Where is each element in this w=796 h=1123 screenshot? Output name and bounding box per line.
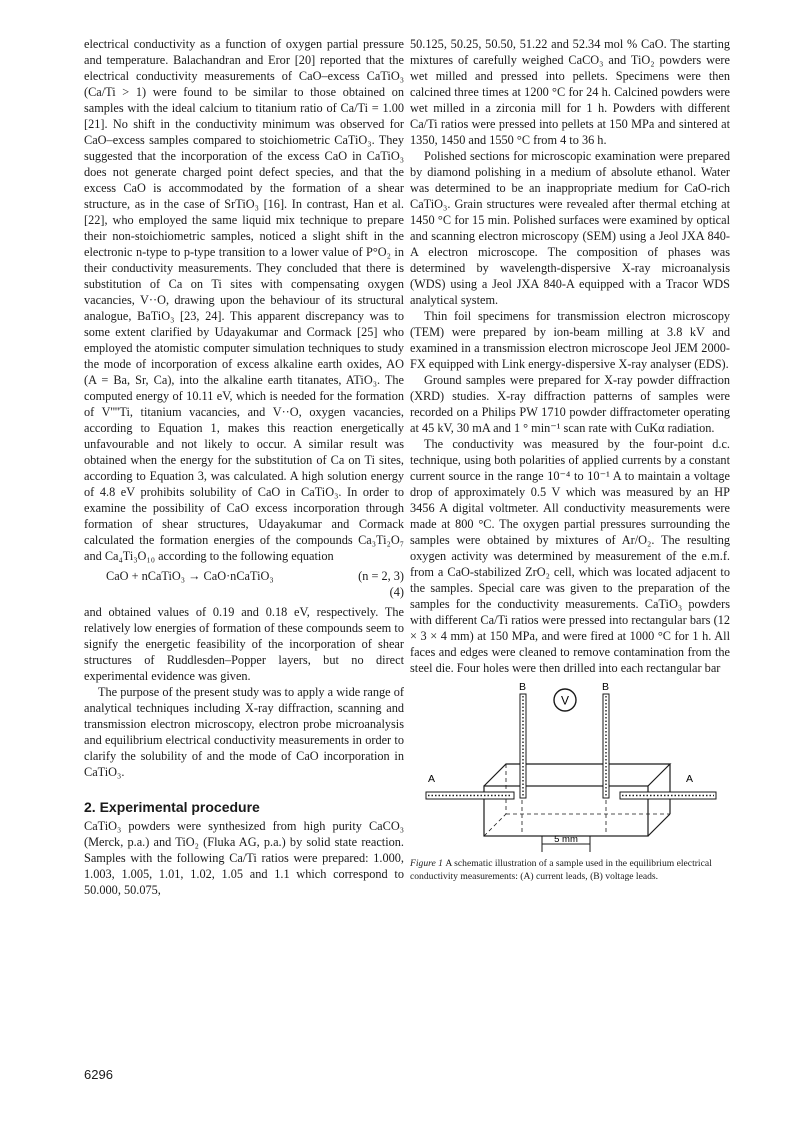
figure-caption xyxy=(410,858,730,883)
left-column xyxy=(84,36,404,898)
label-b-left: B xyxy=(519,682,527,693)
caption-label: Figure 1 xyxy=(410,858,443,869)
right-paragraph-1: 50.125, 50.25, 50.50, 51.22 and 52.34 mol % CaO. The starting mixtures of carefully weighed CaCO₃ and TiO₂ powders were wet milled and pressed into pellets. Specimens were then calcined three times at 1200 °C for 24 h. Calcined powders were wet milled in a zirconia mill for 1 h. Powders with different Ca/Ti ratios were pressed into pellets at 150 MPa and sintered at 1350, 1450 and 1550 °C from 4 to 36 h. xyxy=(410,37,730,147)
equation-condition: (n = 2, 3) xyxy=(358,569,404,583)
caption-text: A schematic illustration of a sample used in the equilibrium electrical conductivity measurements: (A) current leads, (B) voltage leads. xyxy=(410,858,712,882)
equation-number: (4) xyxy=(389,585,404,599)
page-number: 6296 xyxy=(84,1067,113,1082)
voltage-lead-right xyxy=(603,694,609,798)
equation-4 xyxy=(84,568,404,584)
left-paragraph-3: The purpose of the present study was to apply a wide range of analytical techniques including X-ray diffraction, scanning and transmission electron microscopy, electron probe microanalysis and equilibrium electrical conductivity measurements in order to clarify the solubility of and the mode of CaO incorporation in CaTiO₃. xyxy=(84,685,404,779)
sample-schematic xyxy=(410,682,730,854)
sample-bar xyxy=(484,764,670,836)
right-paragraph-5: The conductivity was measured by the four-point d.c. technique, using both polarities of applied currents by a constant current source in the range 10⁻⁴ to 10⁻¹ A to maintain a voltage drop of approximately 0.5 V which was measured by an HP 3456 A digital voltmeter. All conductivity measurements were made at 800 °C. The oxygen partial pressures surrounding the samples were obtained by mixtures of Ar/O₂. The resulting oxygen activity was determined by measurement of the e.m.f. from a CaO-stabilized ZrO₂ cell, which was located adjacent to the samples. Special care was given to the preparation of the samples for the conductivity measurements. CaTiO₃ powders with different Ca/Ti ratios were pressed into rectangular bars (12 × 3 × 4 mm) at 150 MPa, and were fired at 1000 °C for 1 h. All faces and edges were cleaned to remove contamination from the steel die. Four holes were then drilled into each rectangular bar xyxy=(410,437,730,675)
current-lead-left xyxy=(426,792,514,799)
equation-expression: CaO + nCaTiO₃ → CaO·nCaTiO₃ xyxy=(106,569,274,583)
section-heading: 2. Experimental procedure xyxy=(84,799,260,815)
right-paragraph-3: Thin foil specimens for transmission electron microscopy (TEM) were prepared by ion-beam milling at 3.8 kV and examined in a transmission electron microscope Jeol JEM 2000-FX equipped with Link energy-dispersive X-ray analyser (EDS). xyxy=(410,309,730,371)
scale-label: 5 mm xyxy=(554,834,578,845)
voltage-lead-left xyxy=(520,694,526,798)
left-paragraph-4: CaTiO₃ powders were synthesized from high purity CaCO₃ (Merck, p.a.) and TiO₂ (Fluka AG, p.a.) by solid state reaction. Samples with the following Ca/Ti ratios were prepared: 1.000, 1.003, 1.005, 1.01, 1.02, 1.05 and 1.1 which correspond to 50.000, 50.075, xyxy=(84,819,404,897)
current-lead-right xyxy=(620,792,716,799)
left-paragraph-2: and obtained values of 0.19 and 0.18 eV, respectively. The relatively low energies of formation of these compounds seem to signify the energetic feasibility of the incorporation of shear structures of Ruddlesden–Popper layers, but no direct experimental evidence was given. xyxy=(84,605,404,683)
figure-1 xyxy=(410,682,730,854)
right-paragraph-2: Polished sections for microscopic examination were prepared by diamond polishing in a medium of absolute ethanol. Water was determined to be an inappropriate medium for CaO-rich CaTiO₃. Grain structures were revealed after thermal etching at 1450 °C for 15 min. Polished surfaces were examined by optical and scanning electron microscopy (SEM) using a Jeol JXA 840-A electron microscope. The composition of phases was determined by wavelength-dispersive X-ray microanalysis (WDS) using a Jeol JXA 840-A equipped with a Tracor WDS analytical system. xyxy=(410,149,730,307)
label-a-left: A xyxy=(428,773,436,785)
left-paragraph-1: electrical conductivity as a function of oxygen partial pressure and temperature. Balachandran and Eror [20] reported that the electrical conductivity measurements of CaO–excess CaTiO₃ (Ca/Ti > 1) were found to be similar to those obtained on samples with the ideal calcium to titanium ratio of Ca/Ti = 1.00 [21]. No shift in the conductivity minimum was observed for CaO–excess samples compared to stoichiometric CaTiO₃. They suggested that the incorporation of the excess CaO in CaTiO₃ does not generate charged point defect species, and that the excess CaO is accommodated by the formation of a shear structure, as in the case of SrTiO₃ [16]. In contrast, Han et al. [22], who employed the same liquid mix technique to prepare their non-stoichiometric samples, noticed a slight shift in the electronic n-type to p-type transition to a lower value of P°O₂ in their conductivity measurements. They concluded that there is substitution of Ca on Ti sites with compensating oxygen vacancies, V··O, drawing upon the behaviour of its structural analogue, BaTiO₃ [23, 24]. This apparent discrepancy was to some extent clarified by Udayakumar and Cormack [25] who employed the atomistic computer simulation techniques to study the mode of incorporation of excess alkaline earth oxides, AO (A = Ba, Sr, Ca), into the alkaline earth titanates, ATiO₃. The computed energy of 10.11 eV, which is needed for the formation of V''''Ti, titanium vacancies, and V··O, oxygen vacancies, according to Equation 1, makes this reaction energetically unfavourable and not likely to occur. A similar result was obtained when the energy for the substitution of Ca on Ti sites, according to Equation 3, was calculated. A high solution energy of 4.8 eV prohibits solubility of CaO in CaTiO₃. In order to examine the possibility of CaO excess incorporation through formation of shear structures, Udayakumar and Cormack calculated the formation energies of the compounds Ca₃Ti₂O₇ and Ca₄Ti₃O₁₀ according to the following equation xyxy=(84,37,404,563)
hidden-edges xyxy=(484,764,670,836)
voltmeter-label: V xyxy=(560,693,570,708)
right-paragraph-4: Ground samples were prepared for X-ray powder diffraction (XRD) studies. X-ray diffraction patterns of samples were recorded on a Philips PW 1710 powder diffractometer operating at 45 kV, 30 mA and 1 ° min⁻¹ scan rate with CuKα radiation. xyxy=(410,373,730,435)
right-column xyxy=(410,36,730,883)
label-b-right: B xyxy=(602,682,610,693)
label-a-right: A xyxy=(686,773,694,785)
